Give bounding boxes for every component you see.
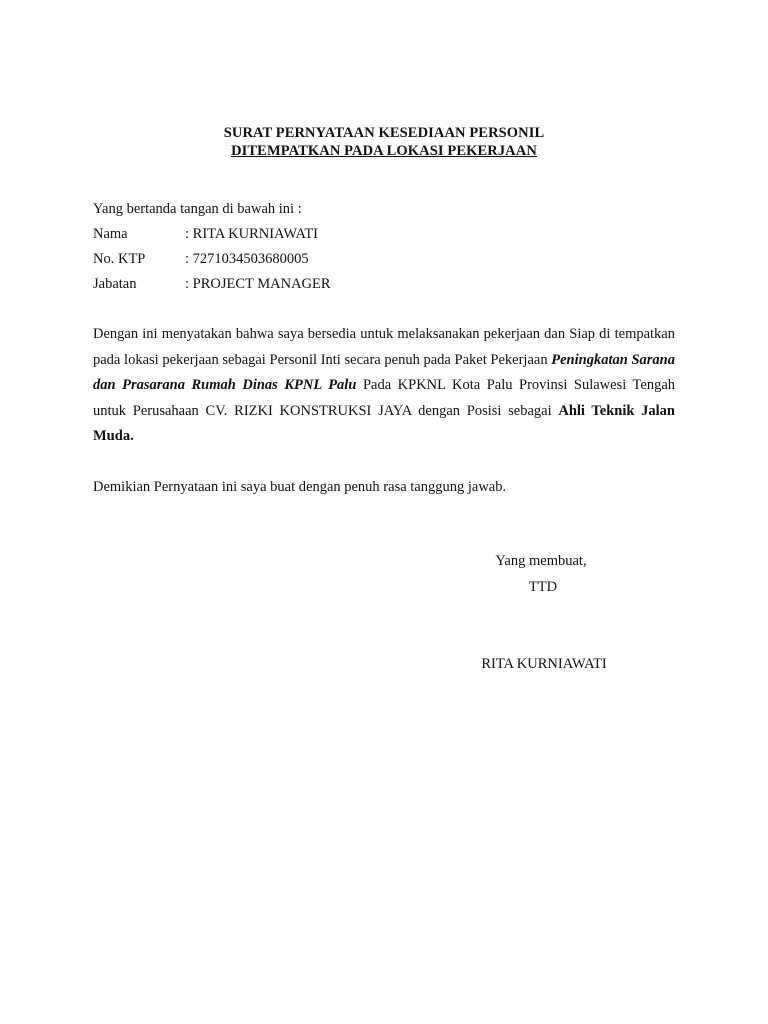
statement-part2: Pada KPKNL Kota Palu Provinsi Sulawesi Tengah untuk Perusahaan CV. RIZKI KONSTRUKSI JAYA dengan Posisi sebagai xyxy=(93,377,676,419)
name-value: : RITA KURNIAWATI xyxy=(185,226,318,242)
signature-name: RITA KURNIAWATI xyxy=(481,656,607,672)
intro-text: Yang bertanda tangan di bawah ini : xyxy=(93,201,302,217)
document-subtitle-text: DITEMPATKAN PADA LOKASI PEKERJAAN xyxy=(231,143,537,159)
ktp-value: : 7271034503680005 xyxy=(185,251,309,267)
signature-ttd: TTD xyxy=(528,579,558,595)
document-subtitle xyxy=(0,142,768,160)
statement-paragraph xyxy=(93,322,675,450)
project-name: Peningkatan Sarana dan Prasarana Rumah Dinas KPNL Palu xyxy=(93,351,675,394)
position-label: Jabatan xyxy=(93,276,137,292)
position-value: : PROJECT MANAGER xyxy=(185,276,331,292)
closing-text: Demikian Pernyataan ini saya buat dengan penuh rasa tanggung jawab. xyxy=(93,479,507,495)
document-title: SURAT PERNYATAAN KESEDIAAN PERSONIL xyxy=(223,125,545,141)
signature-header: Yang membuat, xyxy=(495,553,587,569)
assigned-position: Ahli Teknik Jalan Muda. xyxy=(93,402,675,445)
ktp-label: No. KTP xyxy=(93,251,146,267)
statement-part1: Dengan ini menyatakan bahwa saya bersedia untuk melaksanakan pekerjaan dan Siap di tempatkan pada lokasi pekerjaan sebagai Personil Inti secara penuh pada Paket Pekerjaan xyxy=(93,326,675,368)
name-label: Nama xyxy=(93,226,128,242)
